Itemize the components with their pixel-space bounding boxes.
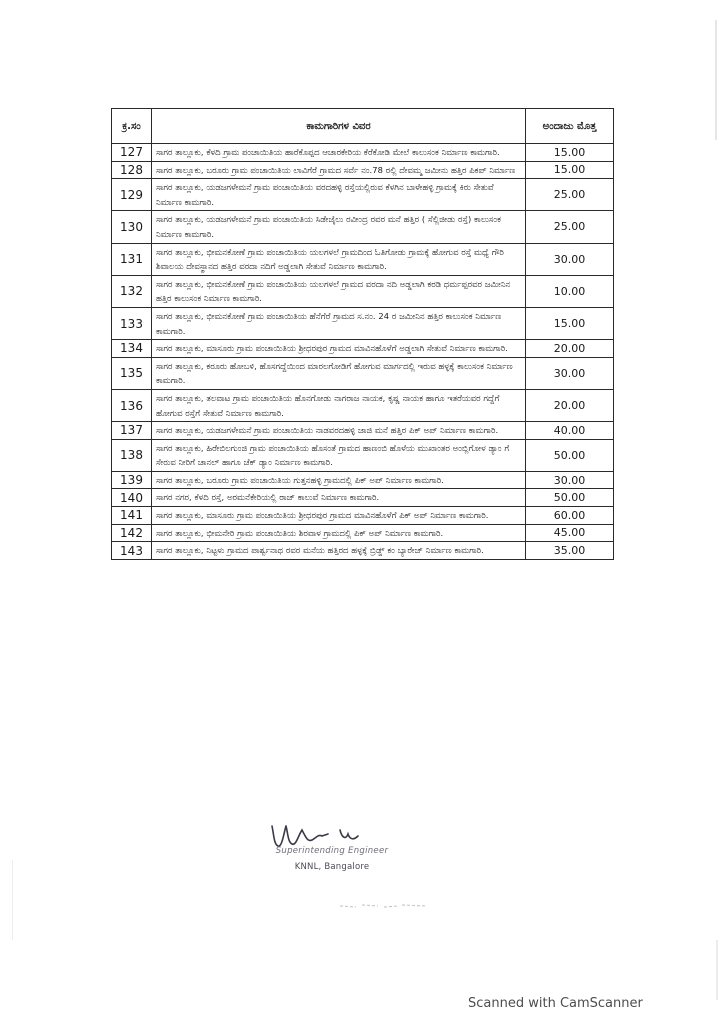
table-row [112, 307, 614, 339]
row-amount: 25.00 [526, 179, 614, 211]
table-body [112, 144, 614, 560]
works-table [111, 108, 614, 560]
table-row [112, 439, 614, 471]
row-amount: 60.00 [526, 507, 614, 525]
header-amount: ಅಂದಾಜು ಮೊತ್ತ [526, 109, 614, 144]
row-description: ಸಾಗರ ನಗರ, ಕೆಳದಿ ರಸ್ತೆ, ಅರಮನೆಕೇರಿಯಲ್ಲಿ ರಾಜ್ ಕಾಲುವೆ ನಿರ್ಮಾಣ ಕಾಮಗಾರಿ. [152, 489, 526, 507]
scan-edge-mark [716, 940, 718, 1000]
row-description: ಸಾಗರ ತಾಲ್ಲೂಕು, ಭೀಮನಕೋಣೆ ಗ್ರಾಮ ಪಂಚಾಯಿತಿಯ ಯಲಗಳಲೆ ಗ್ರಾಮದಿಂದ ಓತಿಗೋಡು ಗ್ರಾಮಕ್ಕೆ ಹೋಗುವ ರಸ್ತೆ ಮಧ್ಯೆ ಗೌರಿ ಶಿವಾಲಯ ದೇವಸ್ಥಾನದ ಹತ್ತಿರ ವರದಾ ನದಿಗೆ ಅಡ್ಡಲಾಗಿ ಸೇತುವೆ ನಿರ್ಮಾಣ ಕಾಮಗಾರಿ. [152, 243, 526, 275]
table-row [112, 179, 614, 211]
scan-edge-mark [12, 860, 13, 940]
row-sl-no: 135 [112, 357, 152, 389]
table-row [112, 161, 614, 179]
header-description: ಕಾಮಗಾರಿಗಳ ವಿವರ [152, 109, 526, 144]
row-amount: 50.00 [526, 489, 614, 507]
row-sl-no: 137 [112, 422, 152, 440]
table-row [112, 507, 614, 525]
table-row [112, 243, 614, 275]
row-amount: 15.00 [526, 161, 614, 179]
row-description: ಸಾಗರ ತಾಲ್ಲೂಕು, ಮಾಸೂರು ಗ್ರಾಮ ಪಂಚಾಯಿತಿಯ ಶ್ರೀಧರಪುರ ಗ್ರಾಮದ ಮಾವಿನಹೊಳೆಗೆ ಅಡ್ಡಲಾಗಿ ಸೇತುವೆ ನಿರ್ಮಾಣ ಕಾಮಗಾರಿ. [152, 340, 526, 358]
row-sl-no: 131 [112, 243, 152, 275]
row-amount: 40.00 [526, 422, 614, 440]
header-sl-no: ಕ್ರ.ಸಂ [112, 109, 152, 144]
row-description: ಸಾಗರ ತಾಲ್ಲೂಕು, ಭೀಮನಕೋಣೆ ಗ್ರಾಮ ಪಂಚಾಯಿತಿಯ ಯಲಗಳಲೆ ಗ್ರಾಮದ ವರದಾ ನದಿ ಅಡ್ಡಲಾಗಿ ಕರಡಿ ಧರ್ಮಪ್ಪರವರ ಜಮೀನಿನ ಹತ್ತಿರ ಕಾಲುಸಂಕ ನಿರ್ಮಾಣ ಕಾಮಗಾರಿ. [152, 275, 526, 307]
table-row [112, 275, 614, 307]
row-description: ಸಾಗರ ತಾಲ್ಲೂಕು, ಬರೂರು ಗ್ರಾಮ ಪಂಚಾಯಿತಿಯ ಗುತ್ತನಹಳ್ಳಿ ಗ್ರಾಮದಲ್ಲಿ ಪಿಕ್ ಅಪ್ ನಿರ್ಮಾಣ ಕಾಮಗಾರಿ. [152, 471, 526, 489]
row-description: ಸಾಗರ ತಾಲ್ಲೂಕು, ನಿಟ್ಟಳು ಗ್ರಾಮದ ಪಾರ್ಶ್ವನಾಥ ರವರ ಮನೆಯ ಹತ್ತಿರದ ಹಳ್ಳಕ್ಕೆ ಬ್ರಿಡ್ಜ್ ಕಂ ಬ್ಯಾರೇಜ್ ನಿರ್ಮಾಣ ಕಾಮಗಾರಿ. [152, 542, 526, 560]
table-row [112, 211, 614, 243]
row-description: ಸಾಗರ ತಾಲ್ಲೂಕು, ಬರೂರು ಗ್ರಾಮ ಪಂಚಾಯಿತಿಯ ಲಾವಿಗೆರೆ ಗ್ರಾಮದ ಸರ್ವೆ ನಂ.78 ರಲ್ಲಿ ದೇವಮ್ಮ ಜಮೀನು ಹತ್ತಿರ ಪಿಕಪ್ ನಿರ್ಮಾಣ [152, 161, 526, 179]
row-description: ಸಾಗರ ತಾಲ್ಲೂಕು, ಯಡಜಗಳೇಮನೆ ಗ್ರಾಮ ಪಂಚಾಯಿತಿಯ ವರದಹಳ್ಳಿ ರಸ್ತೆಯಲ್ಲಿರುವ ಕೆಳಗಿನ ಬಾಳೇಹಳ್ಳಿ ಗ್ರಾಮಕ್ಕೆ ಕಿರು ಸೇತುವೆ ನಿರ್ಮಾಣ ಕಾಮಗಾರಿ. [152, 179, 526, 211]
row-sl-no: 127 [112, 144, 152, 162]
row-description: ಸಾಗರ ತಾಲ್ಲೂಕು, ಹಿರೇಬಿಲಗುಂಜಿ ಗ್ರಾಮ ಪಂಚಾಯಿತಿಯ ಹೊಸಂತೆ ಗ್ರಾಮದ ಹಾಣಂಬಿ ಹೊಳೆಯ ಮುಖಾಂತರ ಅಂಬ್ಲಿಗೋಳ ಡ್ಯಾಂ ಗೆ ಸೇರುವ ನೀರಿಗೆ ಚಾನಲ್ ಹಾಗೂ ಚೆಕ್ ಡ್ಯಾಂ ನಿರ್ಮಾಣ ಕಾಮಗಾರಿ. [152, 439, 526, 471]
row-sl-no: 142 [112, 524, 152, 542]
row-sl-no: 130 [112, 211, 152, 243]
row-amount: 35.00 [526, 542, 614, 560]
row-amount: 30.00 [526, 357, 614, 389]
row-amount: 30.00 [526, 243, 614, 275]
table-row [112, 524, 614, 542]
row-sl-no: 133 [112, 307, 152, 339]
row-amount: 50.00 [526, 439, 614, 471]
row-description: ಸಾಗರ ತಾಲ್ಲೂಕು, ಕರೂರು ಹೋಬಳಿ, ಹೊಸಗದ್ದೆಯಿಂದ ಮಾರಲಗೋಡಿಗೆ ಹೋಗುವ ಮಾರ್ಗದಲ್ಲಿ ಇರುವ ಹಳ್ಳಕ್ಕೆ ಕಾಲುಸಂಕ ನಿರ್ಮಾಣ ಕಾಮಗಾರಿ. [152, 357, 526, 389]
row-sl-no: 141 [112, 507, 152, 525]
scan-smudge [338, 898, 428, 912]
scan-edge-mark [715, 20, 717, 140]
row-sl-no: 134 [112, 340, 152, 358]
row-amount: 30.00 [526, 471, 614, 489]
row-description: ಸಾಗರ ತಾಲ್ಲೂಕು, ಮಾಸೂರು ಗ್ರಾಮ ಪಂಚಾಯಿತಿಯ ಶ್ರೀಧರಪುರ ಗ್ರಾಮದ ಮಾವಿನಹೊಳೆಗೆ ಪಿಕ್ ಅಪ್ ನಿರ್ಮಾಣ ಕಾಮಗಾರಿ. [152, 507, 526, 525]
signature-title: Superintending Engineer [275, 846, 389, 856]
table-row [112, 542, 614, 560]
row-amount: 20.00 [526, 389, 614, 421]
table-row [112, 389, 614, 421]
row-amount: 15.00 [526, 307, 614, 339]
table-row [112, 422, 614, 440]
row-description: ಸಾಗರ ತಾಲ್ಲೂಕು, ತಲವಾಟ ಗ್ರಾಮ ಪಂಚಾಯಿತಿಯ ಹೊನಗೋಡು ನಾಗರಾಜ ನಾಯಕ, ಕೃಷ್ಣ ನಾಯಕ ಹಾಗೂ ಇತರೆಯವರ ಗದ್ದೆಗೆ ಹೋಗುವ ರಸ್ತೆಗೆ ಸೇತುವೆ ನಿರ್ಮಾಣ ಕಾಮಗಾರಿ. [152, 389, 526, 421]
row-amount: 15.00 [526, 144, 614, 162]
table-row [112, 357, 614, 389]
row-description: ಸಾಗರ ತಾಲ್ಲೂಕು, ಕೆಳದಿ ಗ್ರಾಮ ಪಂಚಾಯಿತಿಯ ಹಾರೆಕೊಪ್ಪದ ಆಚಾರಕೇರಿಯ ಕೆರೆಕೋಡಿ ಮೇಲೆ ಕಾಲುಸಂಕ ನಿರ್ಮಾಣ ಕಾಮಗಾರಿ. [152, 144, 526, 162]
table-row [112, 340, 614, 358]
row-sl-no: 136 [112, 389, 152, 421]
row-amount: 25.00 [526, 211, 614, 243]
row-description: ಸಾಗರ ತಾಲ್ಲೂಕು, ಯಡಜಗಳೇಮನೆ ಗ್ರಾಮ ಪಂಚಾಯಿತಿಯ ಸಿಡೇಜೈಲು ರವೀಂದ್ರ ರವರ ಮನೆ ಹತ್ತಿರ ( ಸೆಲ್ಲಿಜೀಡು ರಸ್ತೆ) ಕಾಲುಸಂಕ ನಿರ್ಮಾಣ ಕಾಮಗಾರಿ. [152, 211, 526, 243]
row-amount: 20.00 [526, 340, 614, 358]
row-description: ಸಾಗರ ತಾಲ್ಲೂಕು, ಭೀಮನೇರಿ ಗ್ರಾಮ ಪಂಚಾಯಿತಿಯ ಶಿರವಾಳ ಗ್ರಾಮದಲ್ಲಿ ಪಿಕ್ ಅಪ್ ನಿರ್ಮಾಣ ಕಾಮಗಾರಿ. [152, 524, 526, 542]
row-sl-no: 139 [112, 471, 152, 489]
row-sl-no: 128 [112, 161, 152, 179]
camscanner-watermark: Scanned with CamScanner [468, 996, 643, 1011]
table-header-row [112, 109, 614, 144]
row-sl-no: 138 [112, 439, 152, 471]
row-description: ಸಾಗರ ತಾಲ್ಲೂಕು, ಯಡಜಗಳೇಮನೆ ಗ್ರಾಮ ಪಂಚಾಯಿತಿಯ ನಾಡವರದಹಳ್ಳಿ ಜಾಜಿ ಮನೆ ಹತ್ತಿರ ಪಿಕ್ ಅಪ್ ನಿರ್ಮಾಣ ಕಾಮಗಾರಿ. [152, 422, 526, 440]
table-row [112, 144, 614, 162]
row-amount: 45.00 [526, 524, 614, 542]
row-sl-no: 143 [112, 542, 152, 560]
signature-place: KNNL, Bangalore [294, 862, 370, 872]
row-amount: 10.00 [526, 275, 614, 307]
table-row [112, 471, 614, 489]
row-sl-no: 132 [112, 275, 152, 307]
row-sl-no: 129 [112, 179, 152, 211]
row-sl-no: 140 [112, 489, 152, 507]
row-description: ಸಾಗರ ತಾಲ್ಲೂಕು, ಭೀಮನಕೋಣೆ ಗ್ರಾಮ ಪಂಚಾಯಿತಿಯ ಹೆನೆಗೆರೆ ಗ್ರಾಮದ ಸ.ನಂ. 24 ರ ಜಮೀನಿನ ಹತ್ತಿರ ಕಾಲುಸಂಕ ನಿರ್ಮಾಣ ಕಾಮಗಾರಿ. [152, 307, 526, 339]
table-row [112, 489, 614, 507]
